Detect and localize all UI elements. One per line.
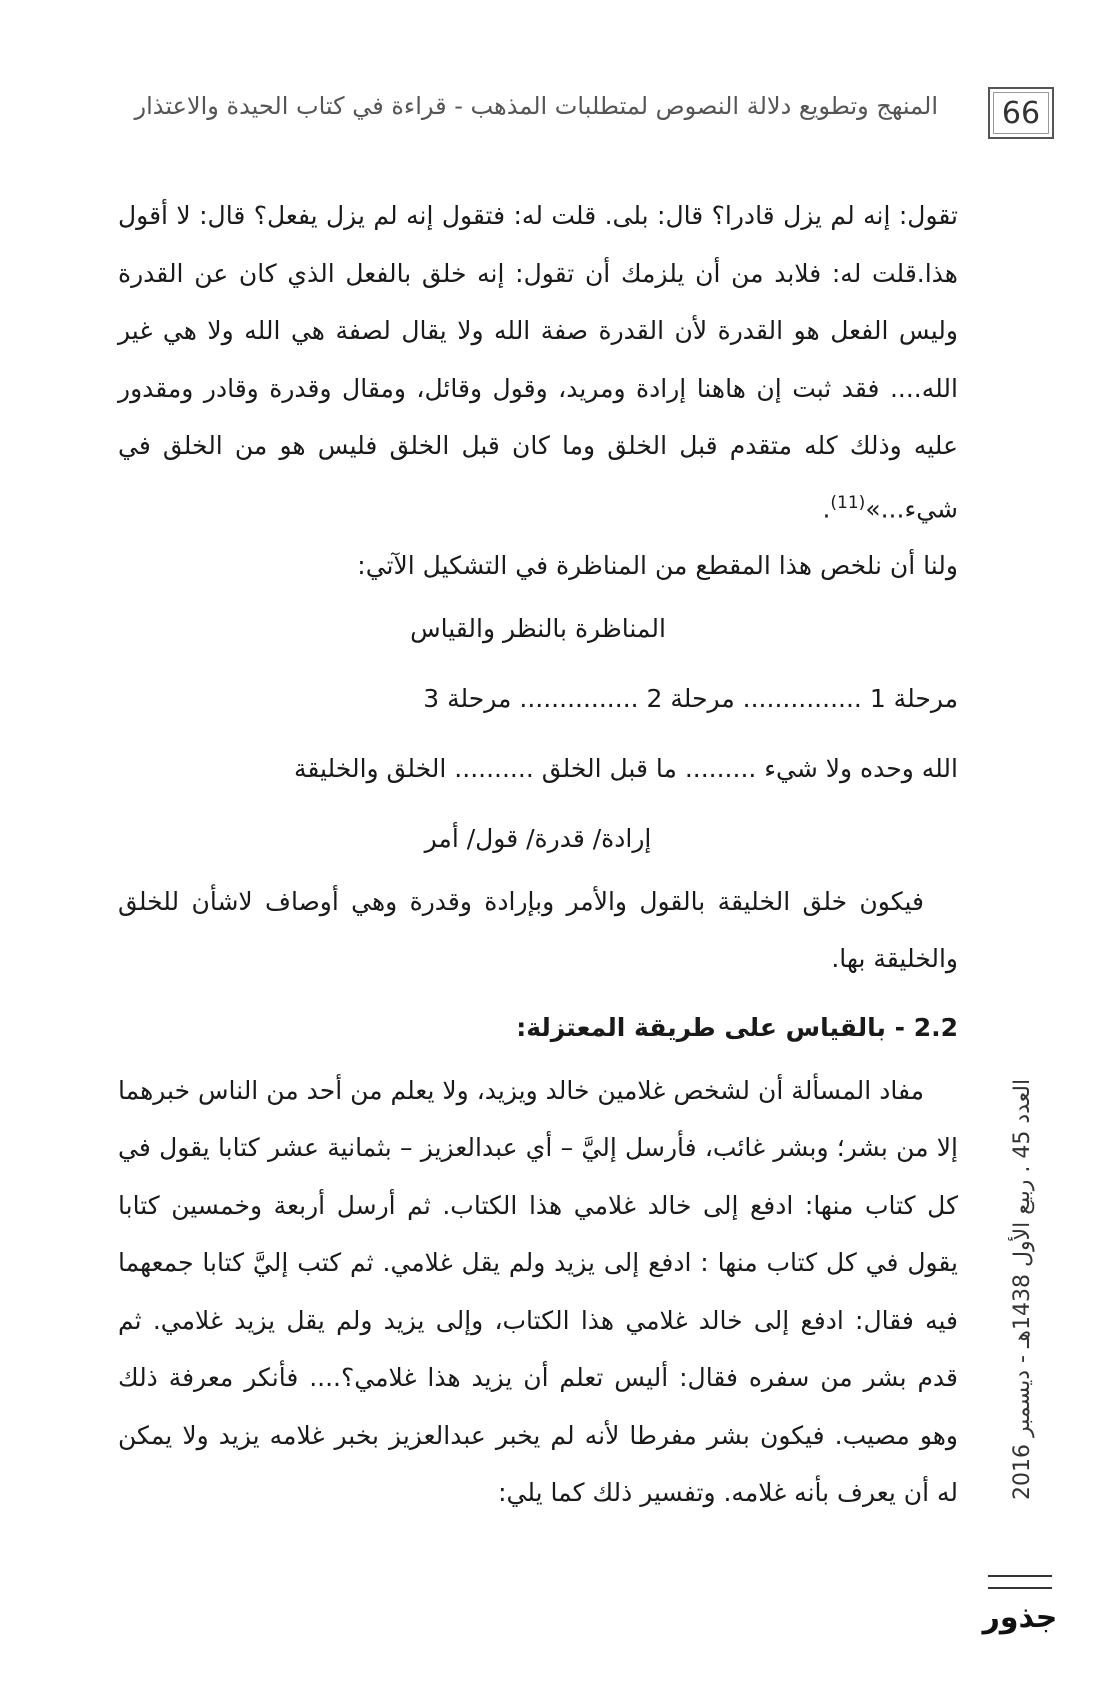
- quote-paragraph: [118, 187, 958, 537]
- page-number: 66: [993, 92, 1049, 134]
- section-paragraph: مفاد المسألة أن لشخص غلامين خالد ويزيد، ولا يعلم من أحد من الناس خبرهما إلا من بشر؛ وبشر غائب، فأرسل إليَّ – أي عبدالعزيز – بثمانية عشر كتابا يقول في كل كتاب منها: ادفع إلى خالد غلامي هذا الكتاب. ثم أرسل أربعة وخمسين كتابا يقول في كل كتاب منها : ادفع إلى يزيد ولم يقل غلامي. ثم كتب إليَّ كتابا جمعهما فيه فقال: ادفع إلى خالد غلامي هذا الكتاب، وإلى يزيد ولم يقل يزيد غلامي. ثم قدم بشر من سفره فقال: أليس تعلم أن يزيد هذا غلامي؟.... فأنكر معرفة ذلك وهو مصيب. فيكون بشر مفرطا لأنه لم يخبر عبدالعزيز بخبر غلامه يزيد ولا يمكن له أن يعرف بأنه غلامه. وتفسير ذلك كما يلي:: [118, 1075, 958, 1508]
- issue-info: العدد 45 . ربيع الأول 1438هـ - ديسمبر 2016: [1010, 1078, 1035, 1500]
- journal-logo: جذور: [982, 1600, 1058, 1635]
- running-header-title: المنهج وتطويع دلالة النصوص لمتطلبات المذهب - قراءة في كتاب الحيدة والاعتذار: [134, 92, 938, 120]
- summary-paragraph: فيكون خلق الخليقة بالقول والأمر وبإرادة وقدرة وهي أوصاف لاشأن للخلق والخليقة بها.: [118, 886, 958, 974]
- quote-text: تقول: إنه لم يزل قادرا؟ قال: بلى. قلت له: فتقول إنه لم يزل يفعل؟ قال: لا أقول هذا.قلت له: فلابد من أن يلزمك أن تقول: إنه خلق بالفعل الذي كان عن القدرة وليس الفعل هو القدرة لأن القدرة صفة الله ولا يقال لصفة هي الله ولا هي غير الله.... فقد ثبت إن هاهنا إرادة ومريد، وقول وقائل، ومقال وقدرة وقادر ومقدور عليه وذلك كله متقدم قبل الخلق وما كان قبل الخلق فليس هو من الخلق في شيء...»: [118, 201, 958, 523]
- quote-end: .: [822, 493, 831, 523]
- stage-contents-line: الله وحده ولا شيء ......... ما قبل الخلق .......... الخلق والخليقة: [293, 753, 958, 783]
- attributes-line: إرادة/ قدرة/ قول/ أمر: [424, 823, 652, 853]
- main-text-column: [118, 187, 958, 1522]
- side-rule: [988, 1575, 1052, 1589]
- diagram-title: المناظرة بالنظر والقياس: [410, 613, 666, 643]
- page-number-frame: [988, 87, 1054, 139]
- footnote-reference: (11): [830, 492, 866, 513]
- section-heading: 2.2 - بالقياس على طريقة المعتزلة:: [516, 1012, 958, 1042]
- intro-line: ولنا أن نلخص هذا المقطع من المناظرة في التشكيل الآتي:: [357, 551, 958, 581]
- stages-line: مرحلة 1 ............... مرحلة 2 ............... مرحلة 3: [423, 683, 958, 713]
